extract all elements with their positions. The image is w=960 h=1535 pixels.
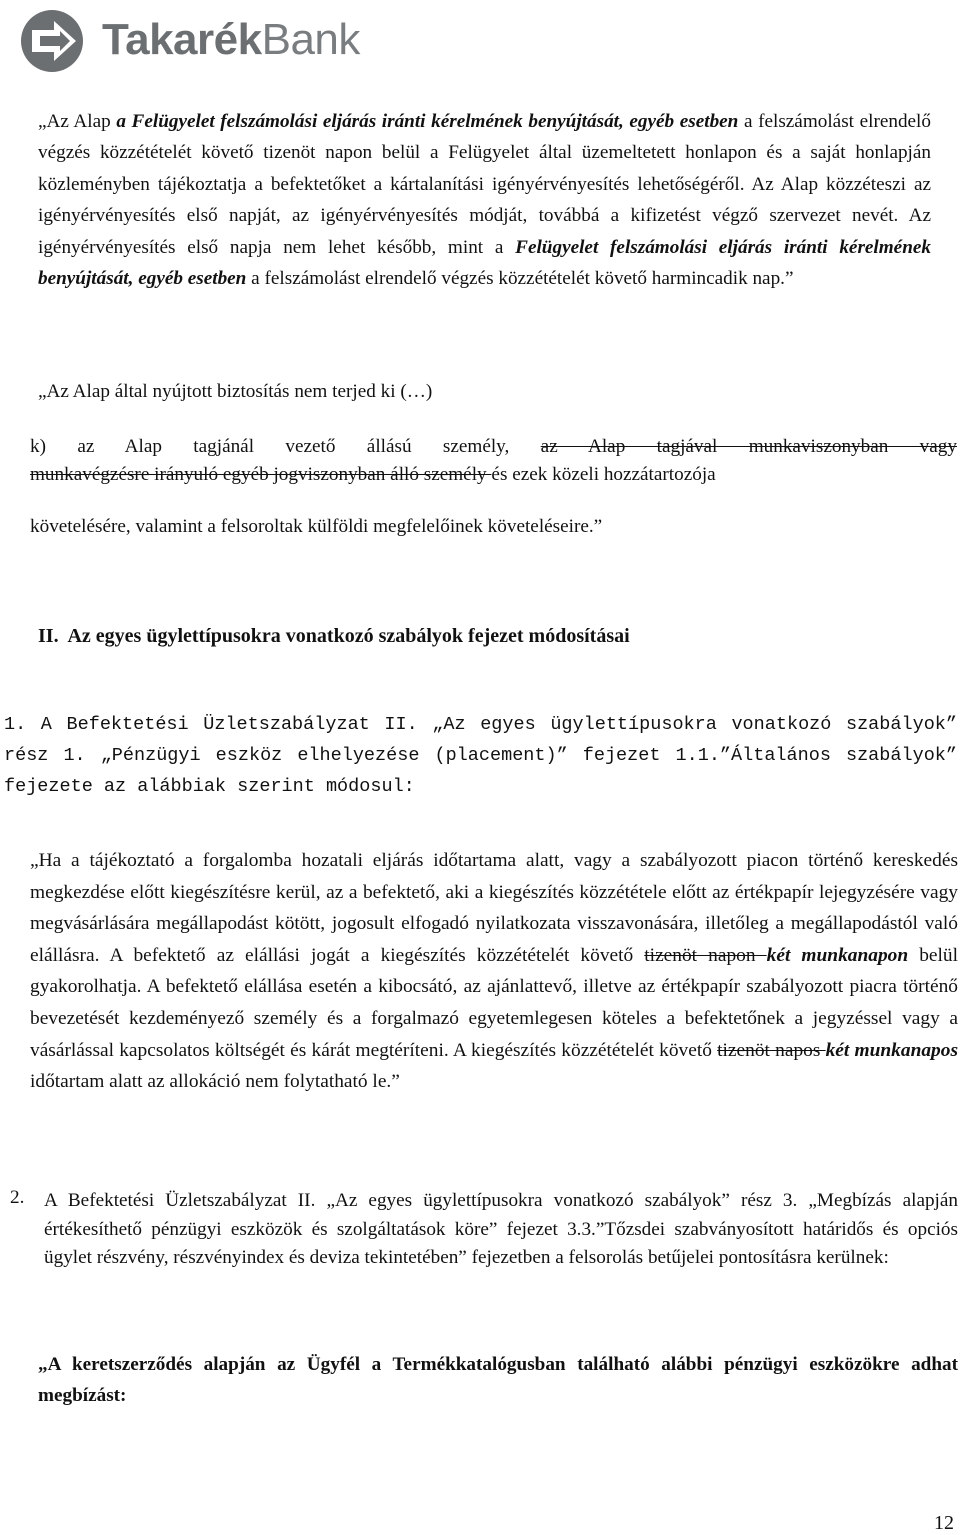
section-heading [38,625,630,648]
paragraph-k-line-2 [30,464,716,486]
section-number: II. [38,625,59,647]
takarekbank-logo [14,4,360,76]
paragraph-compensation-notice [38,106,931,294]
para3-strikethrough-1: az Alap tagjával munkaviszonyban vagy [540,436,957,457]
para1-text-1: „Az Alap [38,111,117,132]
quote2-text-2: belül gyakorolhatja. A befektető elállása esetén a kibocsátó, az ajánlattevő, illetve az értékpapír szabályozott piacra történő bevezetését kezdeményező személy és a forgalmazó egyetemlegesen köteles a befektetőnek a jegyzéssel vagy a vásárlással kapcsolatos költségét és kárát megtéríteni. A kiegészítés közzétételét követő [30,944,958,1061]
logo-wordmark [102,15,360,65]
quote2-inserted-1: két munkanapon [766,944,909,966]
quote2-text-3: időtartam alatt az allokáció nem folytatható le.” [30,1071,400,1093]
para3-text-2: és ezek közeli hozzátartozója [491,464,716,485]
para1-emphasis-1: a Felügyelet felszámolási eljárás iránti kérelmének benyújtását, egyéb esetben [116,111,739,132]
quote2-inserted-2: két munkanapos [825,1039,958,1061]
quote2-text-1: „Ha a tájékoztató a forgalomba hozatali eljárás időtartama alatt, vagy a szabályozott piacon történő kereskedés megkezdése előtt kiegészítésre kerül, az a befektető, aki a kiegészítés közzététele előtt az értékpapír lejegyzésére vagy megvásárlására megállapodást kötött, jogosult elfogadó nyilatkozata visszavonására, illetőleg a megállapodástól való elállásra. A befektető az elállási jogát a kiegészítés közzétételét követő [30,850,958,966]
logo-text-light: Bank [261,15,360,64]
quote2-strikethrough-1: tizenöt napon [644,944,767,966]
para1-emphasis-2: Felügyelet felszámolási eljárás iránti kérelmének benyújtását, egyéb esetben [38,236,931,290]
list-item-2-number: 2. [10,1187,25,1208]
logo-text-bold: Takarék [102,15,262,64]
takarekbank-logo-mark-icon [14,5,98,75]
paragraph-k-line-3: követelésére, valamint a felsoroltak külföldi megfelelőinek követeléseire.” [30,516,603,537]
quote-withdrawal-rules [30,845,958,1098]
quote2-strikethrough-2: tizenöt napos [717,1039,826,1061]
quote-framework-contract: „A keretszerződés alapján az Ügyfél a Termékkatalógusban található alábbi pénzügyi eszközökre adhat megbízást: [38,1354,958,1407]
para3-text-1: k) az Alap tagjánál vezető állású személy, [30,436,541,457]
list-item-2: A Befektetési Üzletszabályzat II. „Az egyes ügylettípusokra vonatkozó szabályok” rész 3. „Megbízás alapján értékesíthető pénzügyi eszközök és szolgáltatások köre” fejezet 3.3.”Tőzsdei szabványosított határidős és opciós ügylet részvény, részvényindex és deviza tekintetében” fejezetben a felsorolás betűjelei pontosításra kerülnek: [44,1190,958,1269]
paragraph-k-line-1 [30,431,957,462]
paragraph-insurance-exclusion: „Az Alap által nyújtott biztosítás nem terjed ki (…) [38,381,433,402]
page-number: 12 [934,1512,954,1534]
list-item-1: 1. A Befektetési Üzletszabályzat II. „Az egyes ügylettípusokra vonatkozó szabályok” rész 1. „Pénzügyi eszköz elhelyezése (placement)” fejezet 1.1.”Általános szabályok” fejezete az alábbiak szerint módosul: [4,714,957,797]
section-title: Az egyes ügylettípusokra vonatkozó szabályok fejezet módosításai [67,625,630,647]
para1-text-3: a felszámolást elrendelő végzés közzétételét követő harmincadik nap.” [246,268,794,290]
para1-text-2: a felszámolást elrendelő végzés közzétételét követő tizenöt napon belül a Felügyelet által üzemeltetett honlapon és a saját honlapján közleményben tájékoztatja a befektetőket a kártalanítási igényérvényesítés lehetőségéről. Az Alap közzéteszi az igényérvényesítés első napját, az igényérvényesítés módját, továbbá a kifizetést végző szervezet nevét. Az igényérvényesítés első napja nem lehet később, mint a [38,111,931,258]
para3-strikethrough-2: munkavégzésre irányuló egyéb jogviszonyban álló személy [30,464,492,485]
